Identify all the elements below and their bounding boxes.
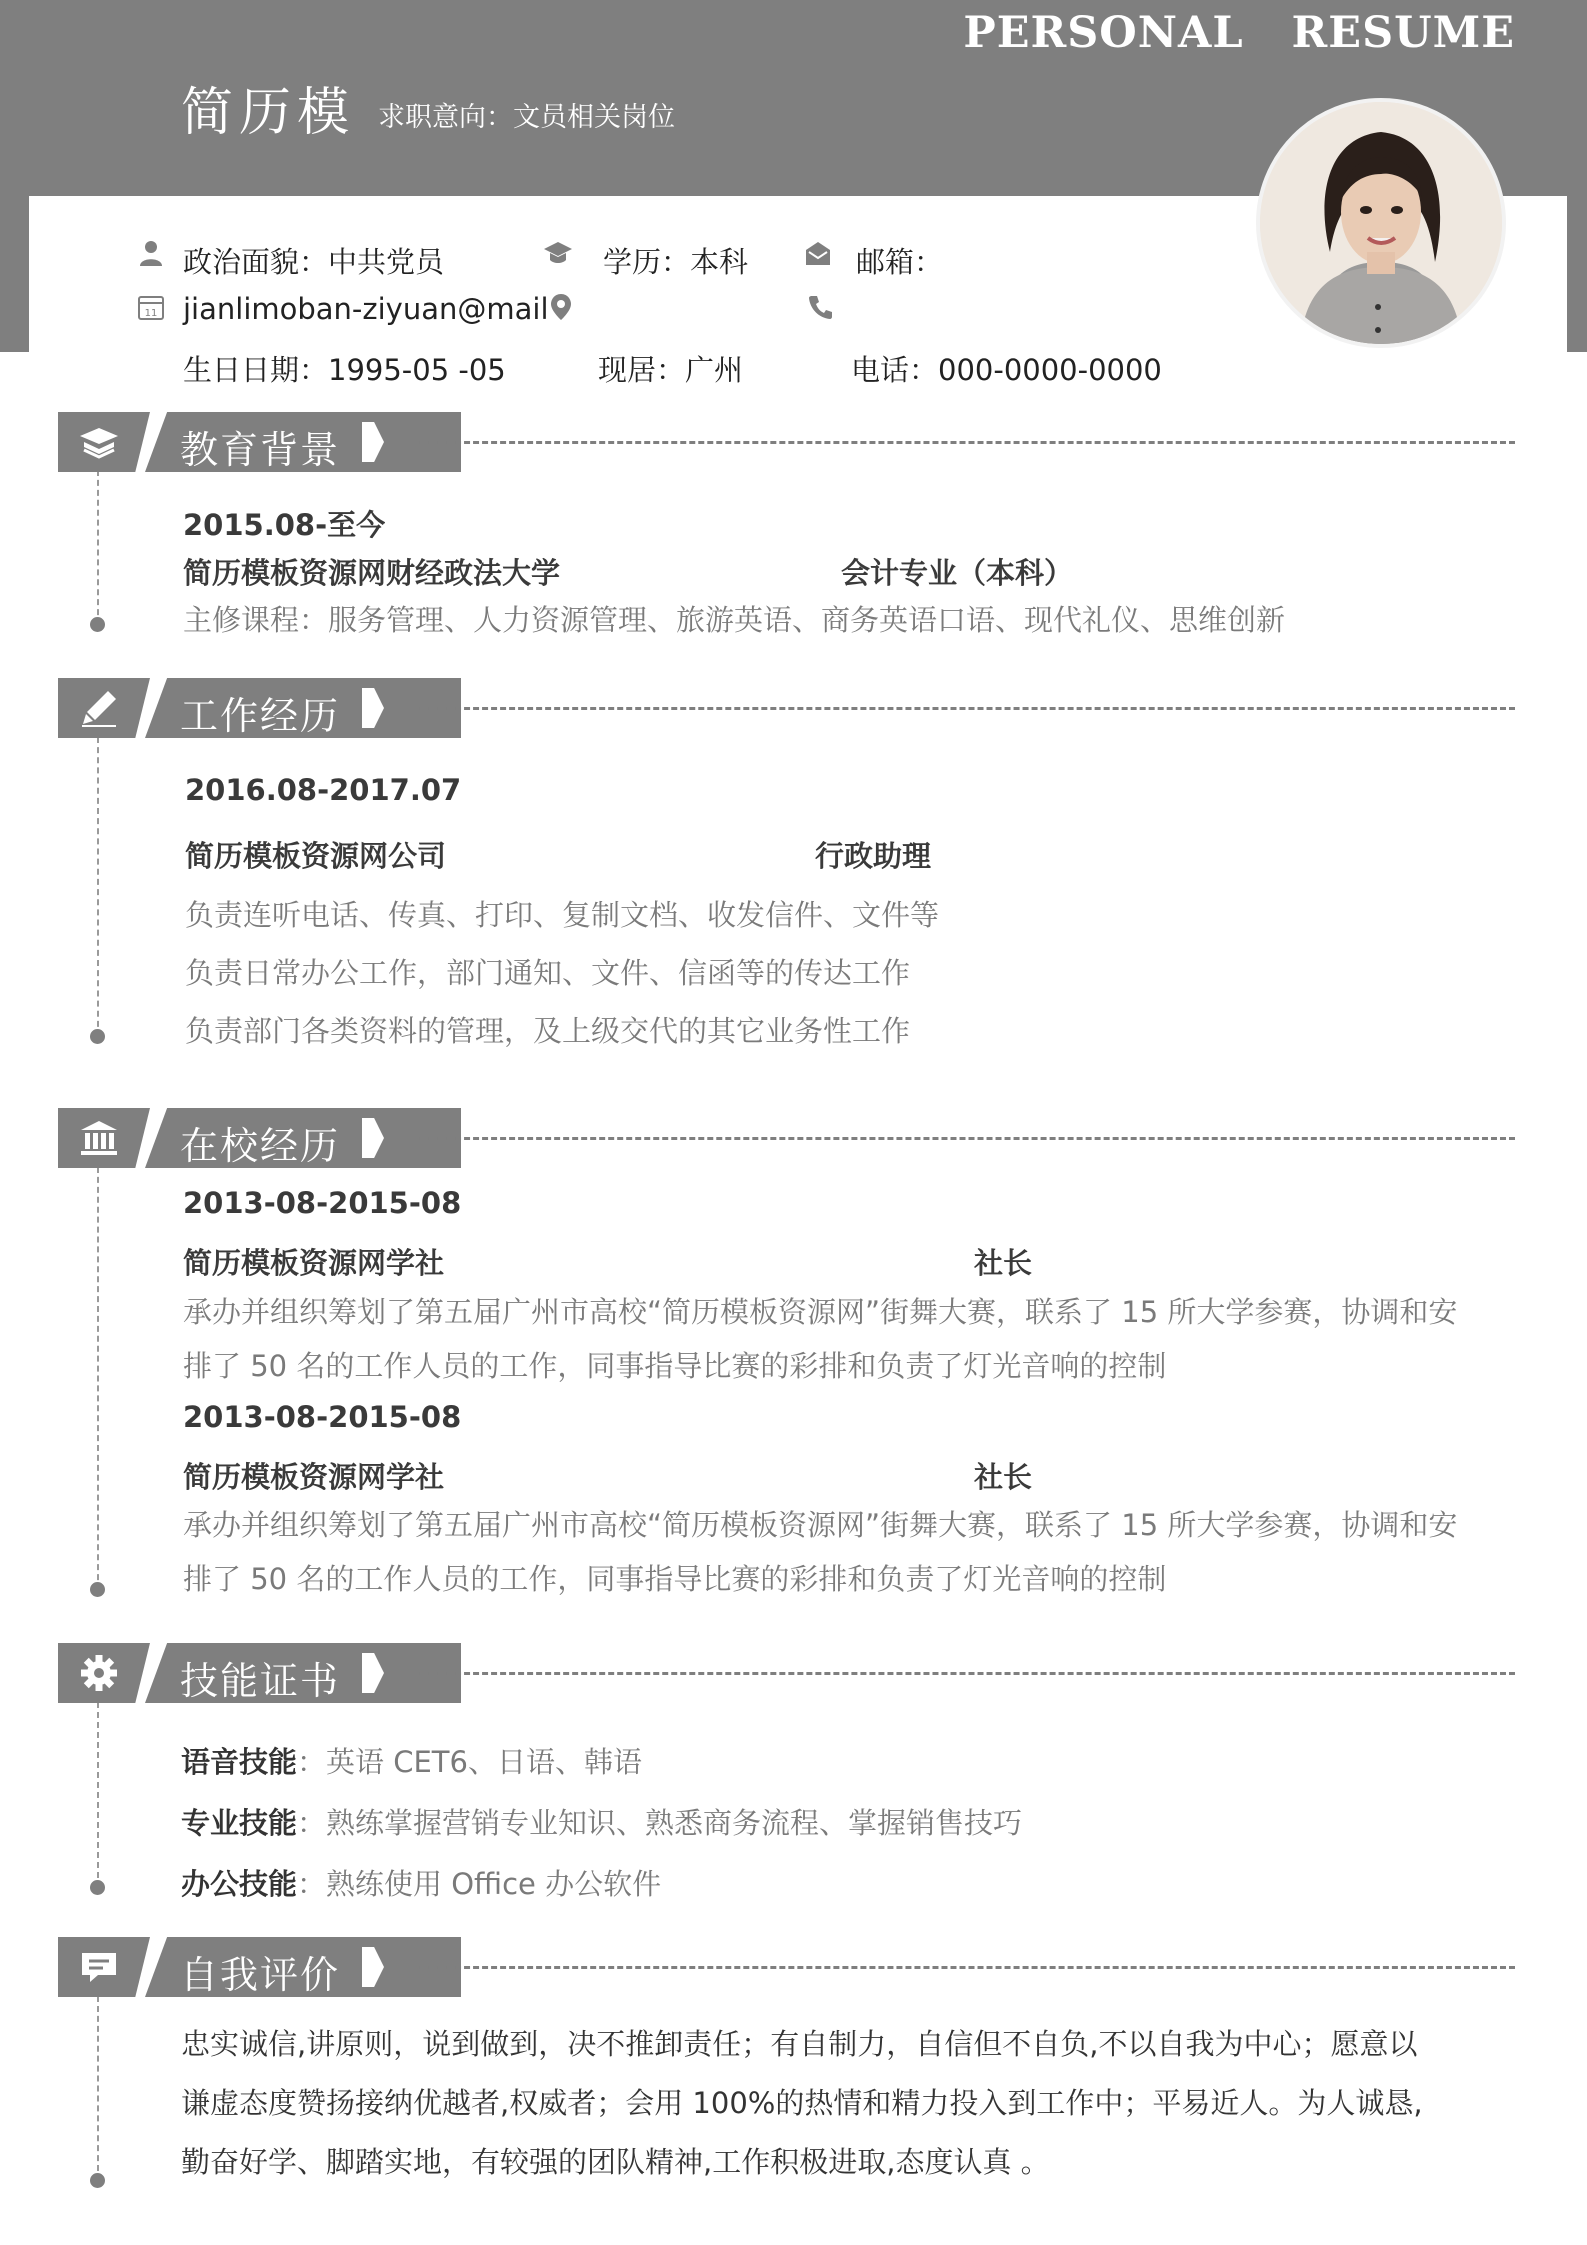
skill-value: ：熟练使用 Office 办公软件 xyxy=(297,1867,662,1901)
timeline-line xyxy=(97,1702,99,1888)
skill-row xyxy=(181,1740,642,1781)
work-company: 简历模板资源网公司 xyxy=(185,839,447,873)
skill-value: ：英语 CET6、日语、韩语 xyxy=(297,1745,642,1779)
candidate-name: 简历模 xyxy=(181,83,356,143)
timeline-dot xyxy=(90,1029,105,1044)
timeline-dot xyxy=(90,2173,105,2188)
divider xyxy=(410,707,1515,710)
job-intent: 求职意向：文员相关岗位 xyxy=(378,102,675,133)
divider xyxy=(410,1966,1515,1969)
work-date: 2016.08-2017.07 xyxy=(185,773,462,807)
person-icon xyxy=(136,238,166,268)
section-title: 工作经历 xyxy=(180,694,341,738)
work-duty: 负责部门各类资料的管理，及上级交代的其它业务性工作 xyxy=(185,1014,911,1048)
political-status: 政治面貌：中共党员 xyxy=(183,245,445,279)
timeline-line xyxy=(97,470,99,625)
campus-role: 社长 xyxy=(974,1460,1033,1494)
section-header-campus xyxy=(58,1108,1458,1168)
timeline-dot xyxy=(90,617,105,632)
timeline-line xyxy=(97,737,99,1037)
pen-icon xyxy=(78,688,120,728)
campus-date: 2013-08-2015-08 xyxy=(183,1400,462,1434)
location-pin-icon xyxy=(546,292,576,322)
speech-bubble-icon xyxy=(78,1947,120,1987)
campus-date: 2013-08-2015-08 xyxy=(183,1186,462,1220)
phone-icon xyxy=(806,292,836,322)
email-address: jianlimoban-ziyuan@mail xyxy=(183,292,549,326)
divider xyxy=(410,1137,1515,1140)
education-school: 简历模板资源网财经政法大学 xyxy=(183,556,561,590)
section-header-self-evaluation xyxy=(58,1937,1458,1997)
skill-label: 办公技能 xyxy=(181,1867,298,1901)
campus-org: 简历模板资源网学社 xyxy=(183,1246,445,1280)
divider xyxy=(410,1672,1515,1675)
gear-icon xyxy=(78,1653,120,1693)
campus-description: 承办并组织筹划了第五届广州市高校“简历模板资源网”街舞大赛，联系了 15 所大学参赛，协调和安排了 50 名的工作人员的工作，同事指导比赛的彩排和负责了灯光音响的控制 xyxy=(183,1508,1458,1596)
timeline-dot xyxy=(90,1880,105,1895)
campus-org: 简历模板资源网学社 xyxy=(183,1460,445,1494)
birthday: 生日日期：1995-05 -05 xyxy=(183,353,506,387)
graduation-cap-icon xyxy=(543,238,573,268)
skill-label: 语音技能 xyxy=(181,1745,298,1779)
section-header-education xyxy=(58,412,1458,472)
books-icon xyxy=(78,422,120,462)
education-major: 会计专业（本科） xyxy=(841,556,1074,590)
envelope-icon xyxy=(803,238,833,268)
work-position: 行政助理 xyxy=(815,839,932,873)
section-title: 技能证书 xyxy=(180,1659,341,1703)
phone-number: 电话：000-0000-0000 xyxy=(851,353,1162,387)
personal-resume-heading: PERSONAL RESUME xyxy=(963,8,1515,58)
section-title: 教育背景 xyxy=(180,428,341,472)
timeline-line xyxy=(97,1167,99,1590)
divider xyxy=(410,441,1515,444)
avatar xyxy=(1256,98,1506,348)
section-title: 在校经历 xyxy=(180,1124,341,1168)
skill-label: 专业技能 xyxy=(181,1806,298,1840)
education-courses: 主修课程：服务管理、人力资源管理、旅游英语、商务英语口语、现代礼仪、思维创新 xyxy=(183,603,1286,637)
skill-row xyxy=(181,1801,1022,1842)
email-label: 邮箱： xyxy=(856,245,944,279)
work-duty: 负责日常办公工作，部门通知、文件、信函等的传达工作 xyxy=(185,956,911,990)
residence: 现居：广州 xyxy=(598,353,744,387)
section-header-skills xyxy=(58,1643,1458,1703)
timeline-dot xyxy=(90,1582,105,1597)
campus-role: 社长 xyxy=(974,1246,1033,1280)
education-date: 2015.08-至今 xyxy=(183,508,386,542)
institution-icon xyxy=(78,1118,120,1158)
skill-value: ：熟练掌握营销专业知识、熟悉商务流程、掌握销售技巧 xyxy=(297,1806,1023,1840)
timeline-line xyxy=(97,1996,99,2181)
work-duty: 负责连听电话、传真、打印、复制文档、收发信件、文件等 xyxy=(185,898,940,932)
self-evaluation-text: 忠实诚信,讲原则，说到做到，决不推卸责任；有自制力，自信但不自负,不以自我为中心；愿意以谦虚态度赞扬接纳优越者,权威者；会用 100%的热情和精力投入到工作中；平易近人。为人诚恳,勤奋好学、脚踏实地，有较强的团队精神,工作积极进取,态度认真 。 xyxy=(181,2027,1423,2179)
section-title: 自我评价 xyxy=(180,1953,341,1997)
section-header-work xyxy=(58,678,1458,738)
calendar-icon xyxy=(136,292,166,322)
campus-description: 承办并组织筹划了第五届广州市高校“简历模板资源网”街舞大赛，联系了 15 所大学参赛，协调和安排了 50 名的工作人员的工作，同事指导比赛的彩排和负责了灯光音响的控制 xyxy=(183,1295,1458,1383)
education-level: 学历：本科 xyxy=(603,245,749,279)
svg-text:11: 11 xyxy=(144,308,158,319)
skill-row xyxy=(181,1862,661,1903)
